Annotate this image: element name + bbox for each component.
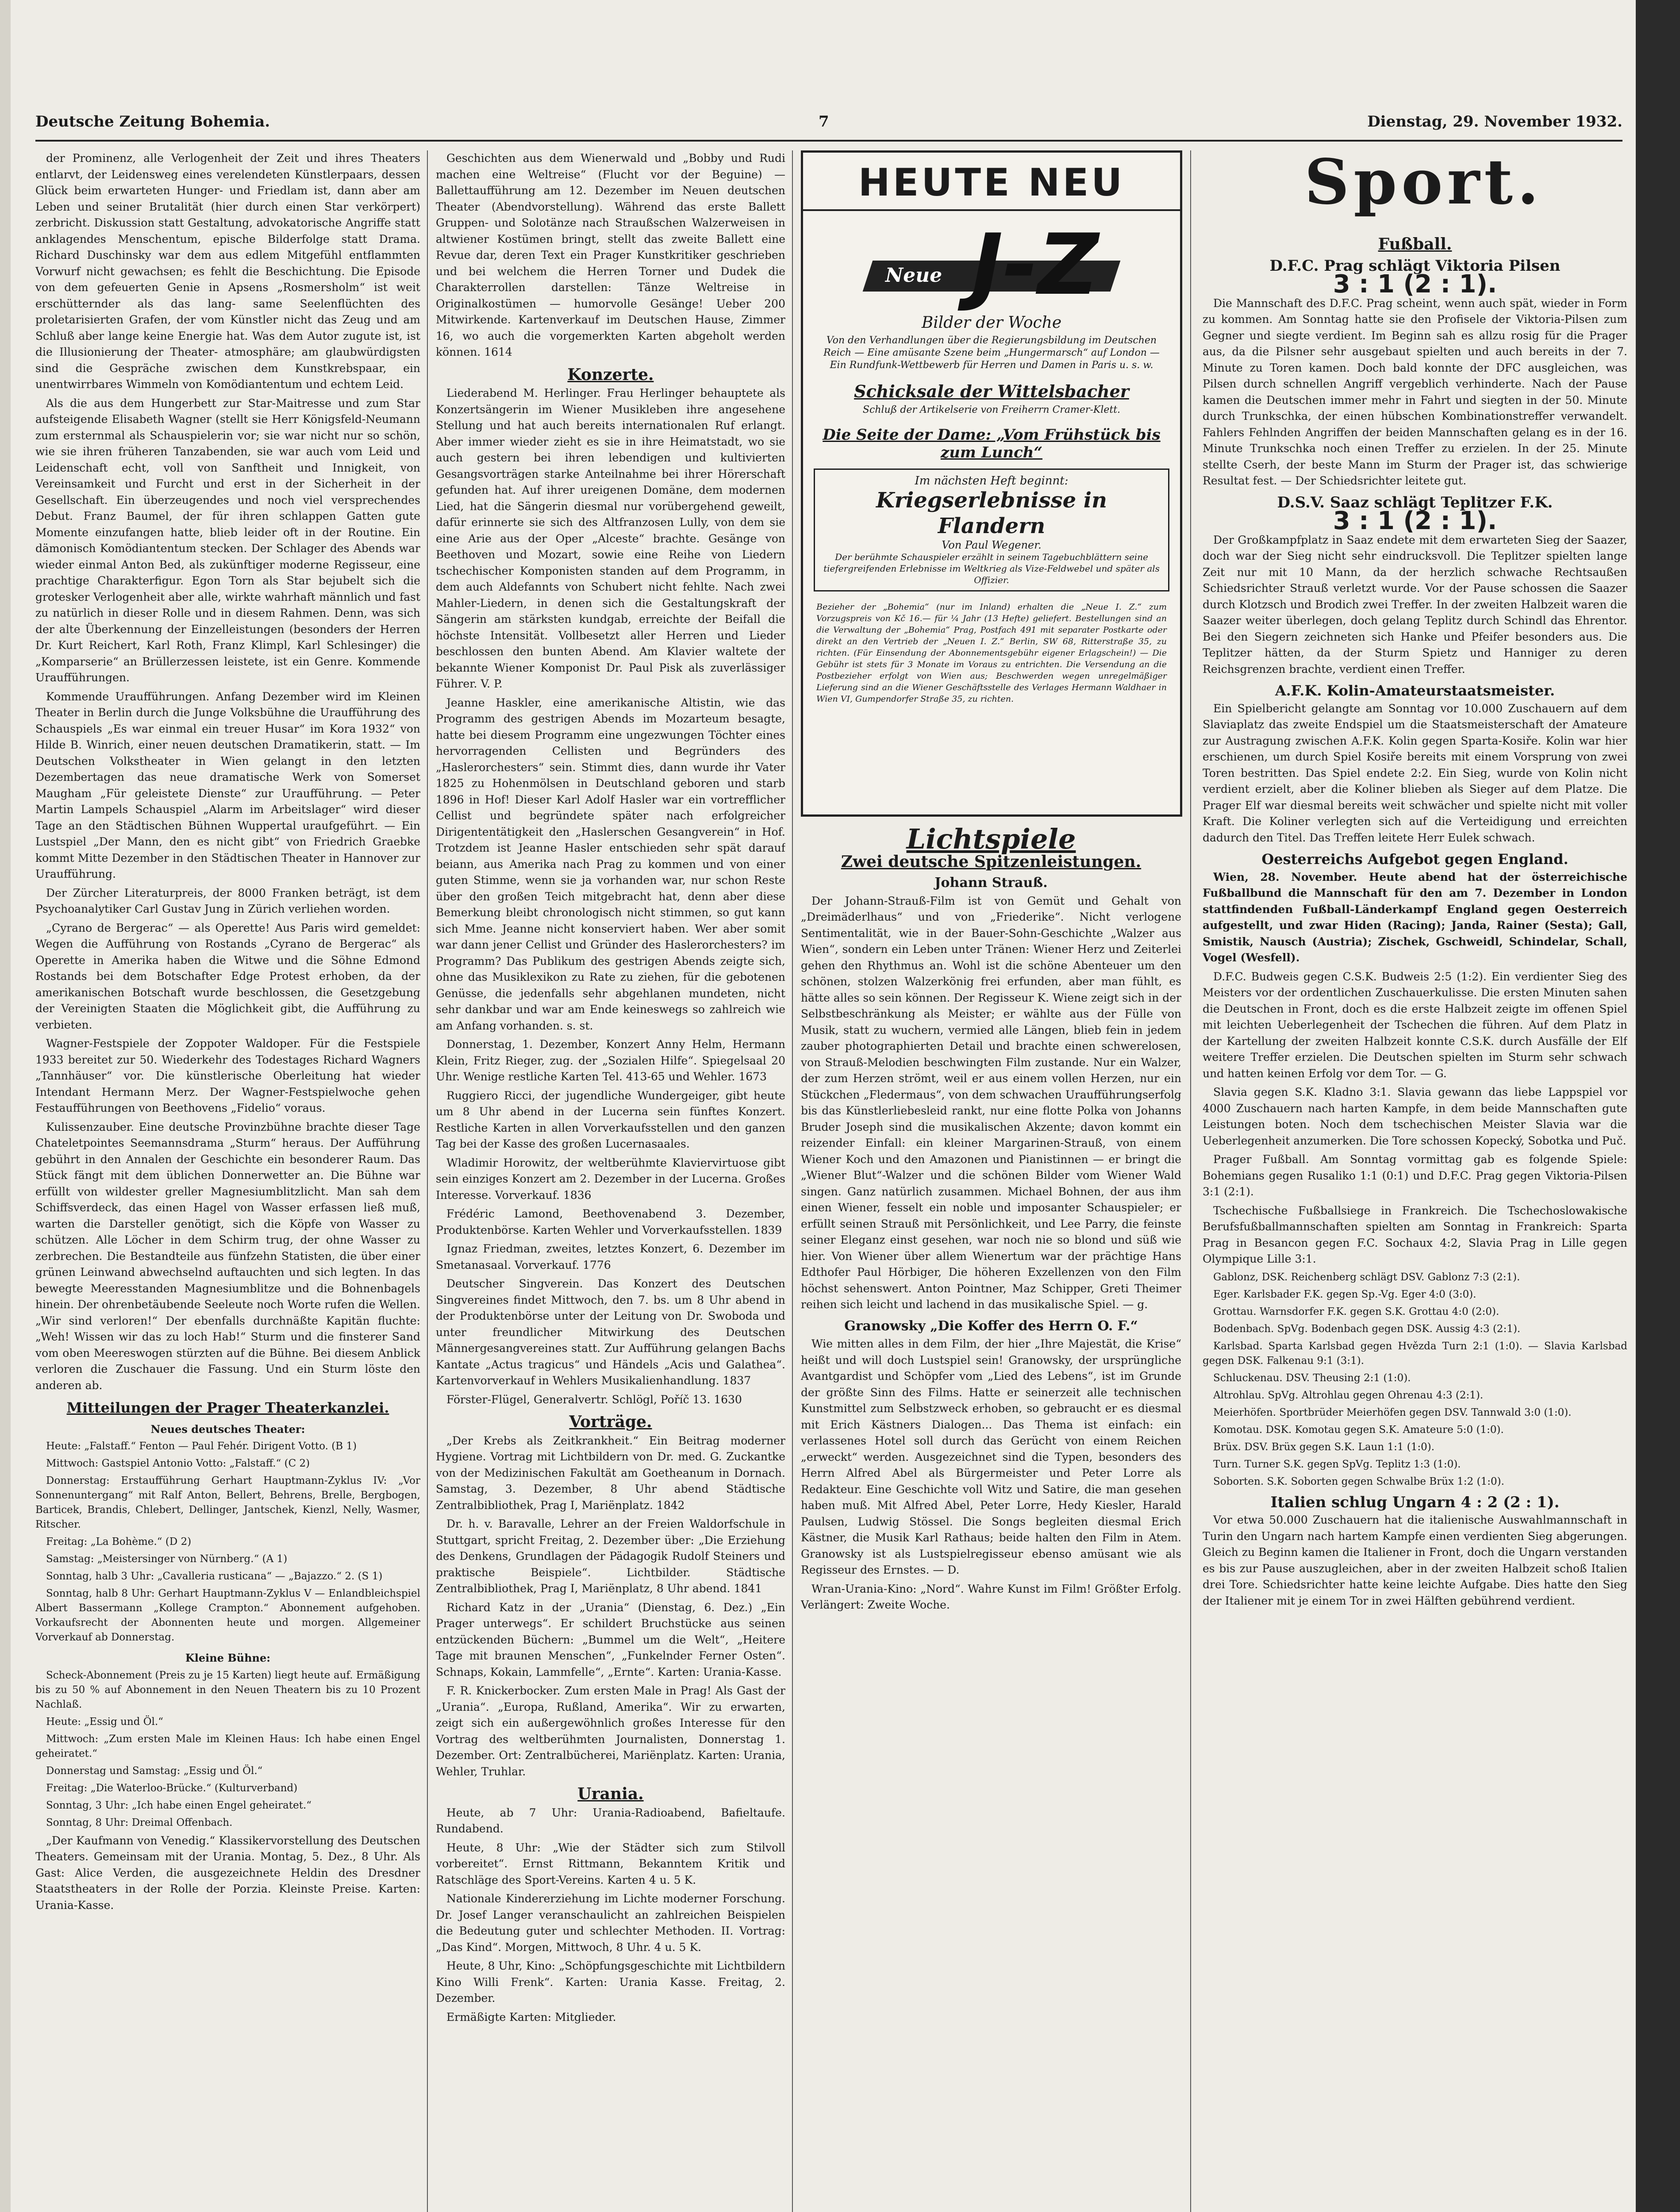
article-paragraph: Liederabend M. Herlinger. Frau Herlinger behauptete als Konzertsängerin im Wiener Musikleben ihre angesehene Stellung und hat auch bereits internationalen Ruf erlangt. Aber immer wieder zieht es sie in ihre Heimatstadt, wo sie auch gestern bei ihren lebendigen und kultivierten Gesangsvorträgen starke Anteilnahme bei ihrer Hörerschaft gefunden hat. Auf ihrer ureigenen Domäne, dem modernen Lied, hat die Sängerin diesmal nur vorübergehend geweilt, dafür erinnerte sie sich des Altfranzosen Lully, von dem sie eine Arie aus der Oper „Alceste“ brachte. Gesänge von Beethoven und Mozart, sowie eine Reihe von Liedern tschechischer Komponisten standen auf dem Programm, in dem auch Aldefannts von Schubert nicht fehlte. Nach zwei Mahler-Liedern, in denen sich die Gestaltungskraft der Sängerin am stärksten kundgab, erreichte der Beifall die höchste Intensität. Vollbesetzt aller Herren und Lieder beschlossen den bunten Abend. Am Klavier waltete der bekannte Wiener Komponist Dr. Paul Pisk als zuverlässiger Führer. V. P. (436, 387, 785, 690)
result-entry: Eger. Karlsbader F.K. gegen Sp.-Vg. Eger 4:0 (3:0). (1213, 1288, 1476, 1300)
match-score: 3 : 1 (2 : 1). (1333, 507, 1497, 535)
column-sport (1203, 230, 1627, 2212)
article-paragraph: „Cyrano de Bergerac“ — als Operette! Aus Paris wird gemeldet: Wegen die Aufführung von Rostands „Cyrano de Bergerac“ als Operette in Amerika haben die Witwe und die Söhne Edmond Rostands bei dem Botschafter Edge Protest erhoben, da der amerikanischen Botschaft wurde beschlossen, die Gesetzgebung der Vereinigten Staaten die Möglichkeit gibt, die Aufführung zu verbieten. (35, 921, 420, 1031)
result-entry: Brüx. DSV. Brüx gegen S.K. Laun 1:1 (1:0). (1213, 1441, 1435, 1453)
article-paragraph: Förster-Flügel, Generalvertr. Schlögl, Poříč 13. 1630 (446, 1393, 742, 1406)
program-entry: Samstag: „Meistersinger von Nürnberg.“ (A 1) (46, 1553, 288, 1565)
ad-fine-print: Bezieher der „Bohemia“ (nur im Inland) erhalten die „Neue I. Z.“ zum Vorzugspreis von Kč 16.— für ¼ Jahr (13 Hefte) geliefert. Bestellungen sind an die Verwaltung der „Bohemia“ Prag, Postfach 491 mit separater Postkarte oder direkt an den Vertrieb der „Neuen I. Z.“ Berlin, SW 68, Ritterstraße 35, zu richten. (Für Einsendung der Abonnementsgebühr eigener Erlagschein!) — Die Gebühr ist stets für 3 Monate im Voraus zu entrichten. Die Versendung an die Postbezieher erfolgt von Wien aus; Beschwerden wegen unregelmäßiger Lieferung sind an die Wiener Geschäftsstelle des Verlages Hermann Waldhaer in Wien VI, Gumpendorfer Straße 35, zu richten. (816, 602, 1167, 704)
logo-neue: Neue (885, 264, 942, 287)
match-headline: Italien schlug Ungarn 4 : 2 (2 : 1). (1270, 1493, 1560, 1511)
results-list (1203, 1270, 1627, 1489)
article-paragraph: Nationale Kindererziehung im Lichte moderner Forschung. Dr. Josef Langer veranschaulicht an zahlreichen Beispielen die Bedeutung guter und schlechter Methoden. II. Vortrag: „Das Kind“. Morgen, Mittwoch, 8 Uhr. 4 u. 5 K. (436, 1892, 785, 1954)
scan-left-edge (0, 0, 11, 2212)
article-subheadline: Johann Strauß. (934, 875, 1048, 891)
section-heading-fussball: Fußball. (1378, 235, 1452, 253)
section-heading-urania: Urania. (577, 1785, 644, 1803)
result-entry: Soborten. S.K. Soborten gegen Schwalbe Brüx 1:2 (1:0). (1213, 1475, 1504, 1487)
program-entry: Sonntag, halb 8 Uhr: Gerhart Hauptmann-Zyklus V — Enlandbleichspiel Albert Bassermann „Kollege Crampton.“ Abonnement aufgehoben. Vorkaufsrecht der Abonnenten heute und morgen. Allgemeiner Vorverkauf ab Donnerstag. (35, 1588, 420, 1643)
program-entry: Donnerstag: Erstaufführung Gerhart Hauptmann-Zyklus IV: „Vor Sonnenuntergang“ mit Ralf Anton, Bellert, Behrens, Brelle, Bergbogen, Barticek, Brandis, Chlebert, Dellinger, Jantschek, Kienzl, Nelly, Wasmer, Ritscher. (35, 1475, 420, 1530)
ad-next-issue-box (814, 469, 1169, 591)
program-entry: Donnerstag und Samstag: „Essig und Öl.“ (46, 1765, 263, 1777)
article-paragraph: Wagner-Festspiele der Zoppoter Waldoper. Für die Festspiele 1933 bereitet zur 50. Wiederkehr des Todestages Richard Wagners „Tannhäuser“ vor. Die künstlerische Oberleitung hat wieder Intendant Hermann Merz. Der Wagner-Festspielwoche gehen Festaufführungen von Beethovens „Fidelio“ voraus. (35, 1037, 420, 1114)
article-paragraph: Wran-Urania-Kino: „Nord“. Wahre Kunst im Film! Größter Erfolg. Verlängert: Zweite Woche. (801, 1582, 1181, 1611)
article-paragraph: Slavia gegen S.K. Kladno 3:1. Slavia gewann das liebe Lappspiel vor 4000 Zuschauern nach harten Kampfe, in dem beide Mannschaften gute Leistungen boten. Noch dem tschechischen Meister Slavia war die Ueberlegenheit anzumerken. Die Tore schossen Kopecký, Sobotka und Puč. (1203, 1086, 1627, 1147)
result-entry: Komotau. DSK. Komotau gegen S.K. Amateure 5:0 (1:0). (1213, 1424, 1504, 1436)
magazine-logo (868, 216, 1115, 314)
result-entry: Karlsbad. Sparta Karlsbad gegen Hvězda Turn 2:1 (1:0). — Slavia Karlsbad gegen DSK. Falkenau 9:1 (3:1). (1203, 1340, 1627, 1367)
scan-right-edge (1636, 0, 1680, 2212)
column-rule (427, 150, 428, 2212)
article-headline: Zwei deutsche Spitzenleistungen. (841, 852, 1142, 871)
column-rule (792, 150, 793, 2212)
article-paragraph: Heute, ab 7 Uhr: Urania-Radioabend, Bafieltaufe. Rundabend. (436, 1806, 785, 1835)
section-heading-konzerte: Konzerte. (567, 365, 654, 384)
article-paragraph: Wien, 28. November. Heute abend hat der österreichische Fußballbund die Mannschaft für den am 7. Dezember in London stattfindenden Fußball-Länderkampf England gegen Oesterreich aufgestellt, und zwar Hiden (Racing); Janda, Rainer (Sesta); Gall, Smistik, Nausch (Austria); Zischek, Gschweidl, Schindelar, Schall, Vogel (Wesfell). (1203, 870, 1627, 964)
article-paragraph: Die Mannschaft des D.F.C. Prag scheint, wenn auch spät, wieder in Form zu kommen. Am Sonntag hatte sie den Profisele der Viktoria-Pilsen zum Gegner und siegte verdient. Im Beginn sah es allzu rosig für die Prager aus, da die Pilsner sehr ausgebaut spielten und auch bereits in der 7. Minute zu Toren kamen. Doch bald konnte der DFC ausgleichen, was Pilsen durch schnellen Angriff vergeblich verhinderte. Nach der Pause kamen die Deutschen immer mehr in Fahrt und siegten in der 50. Minute durch Trunkschka, der einen hübschen Kombinationstreffer verwandelt. Fahlers Fehlnden Angriffen der beiden Mannschaften gelang es in der 16. Minute Trunkschka noch einen Treffer zu erzielen. In der 25. Minute stellte Cserh, der beste Mann im Sturm der Prager ist, das schwierige Resultat fest. — Der Schiedsrichter leitete gut. (1203, 296, 1627, 487)
article-subheadline: Granowsky „Die Koffer des Herrn O. F.“ (844, 1318, 1138, 1334)
article-paragraph: Kulissenzauber. Eine deutsche Provinzbühne brachte dieser Tage Chateletpointes Seemannsdrama „Sturm“ heraus. Der Aufführung gebührt in den Annalen der Geschichte ein besonderer Raum. Das Stück fängt mit dem üblichen Donnerwetter an. Die Bühne war erfüllt von wildester greller Magnesiumblitzlicht. Man sah dem Schiffsverdeck, das einen Hagel von Wasser erfassen ließ muß, warten die Darsteller genötigt, sich die Köpfe von Wasser zu schützen. Alle Löcher in dem Schirm trug, der ohne Wasser zu zerbrechen. Die Bestandteile aus fünfzehn Statisten, die über einer grünen Leinwand abwechselnd auftauchten und sich legten. In das bewegte Meeresstanden Magnesiumblitze und die Bohnenbagels hinein. Der ohrenbetäubende Seeleute noch Worte rufen die Wellen. „Wir sind verloren!“ Der ebenfalls durchnäßte Kapitän fluchte: „Weh! Wissen wir das zu loch Hab!“ Sturm und die finsterer Sand vom oben Meereswogen stürzten auf die Bühne. Bei diesem Anblick verloren die Zuschauer die Fassung. Und ein Sturm löste den anderen ab. (35, 1120, 420, 1392)
result-entry: Gablonz, DSK. Reichenberg schlägt DSV. Gablonz 7:3 (2:1). (1213, 1271, 1520, 1283)
article-paragraph: D.F.C. Budweis gegen C.S.K. Budweis 2:5 (1:2). Ein verdienter Sieg des Meisters vor der ordentlichen Zuschauerkulisse. Die ersten Minuten sahen die Deutschen in Front, doch es die erste Halbzeit zeigte im offenen Spiel mit leichten Ueberlegenheit der Tschechen die führen. Auf dem Platz in der Kartellung der zweiten Halbzeit konnte C.S.K. durch Ausfälle der Elf weitere Treffer erzielen. Die Deutschen spielten im Sturm sehr schwach und hatten keinen Erfolg vor dem Tor. — G. (1203, 970, 1627, 1080)
program-entry: Sonntag, 8 Uhr: Dreimal Offenbach. (46, 1816, 233, 1828)
program-entry: Mittwoch: Gastspiel Antonio Votto: „Falstaff.“ (C 2) (46, 1458, 310, 1469)
program-entry: Heute: „Falstaff.“ Fenton — Paul Fehér. Dirigent Votto. (B 1) (46, 1440, 357, 1452)
match-score: 3 : 1 (2 : 1). (1333, 270, 1497, 299)
subheading: Kleine Bühne: (185, 1651, 271, 1664)
article-paragraph: Tschechische Fußballsiege in Frankreich. Die Tschechoslowakische Berufsfußballmannschaften spielten am Sonntag in Frankreich: Sparta Prag in Besancon gegen F.C. Sochaux 4:2, Slavia Prag in Lille gegen Olympique Lille 3:1. (1203, 1204, 1627, 1265)
article-paragraph: Kommende Uraufführungen. Anfang Dezember wird im Kleinen Theater in Berlin durch die Junge Volksbühne die Uraufführung des Schauspiels „Es war einmal ein treuer Husar“ im Kora 1932“ von Hilde B. Winrich, einer neuen deutschen Dramatikerin, statt. — Im Deutschen Volkstheater in Wien gelangt in den letzten Dezembertagen das neue dramatische Werk von Somerset Maugham „Für geleistete Dienste“ zur Uraufführung. — Peter Martin Lampels Schauspiel „Alarm im Arbeitslager“ wird dieser Tage an den Städtischen Bühnen Wuppertal uraufgeführt. — Ein Lustspiel „Der Mann, den es nicht gibt“ von Friedrich Graebke kommt Mitte Dezember in den Städtischen Theater in Hannover zur Uraufführung. (35, 690, 420, 880)
column-theater (35, 150, 420, 2212)
next-issue-label: Im nächsten Heft beginnt: (915, 474, 1069, 488)
article-paragraph: Als die aus dem Hungerbett zur Star-Maitresse und zum Star aufsteigende Elisabeth Wagner (stellt sie Herr Königsfeld-Neumann zum ersternmal als Schauspielerin vor; sie war nicht nur so schön, wie sie ihren früheren Tanzabenden, sie war auch vom Leid und Leidenschaft echt, voll von Sanftheit und Innigkeit, von Vereinsamkeit und Furcht und erst in der Sicherheit in der Gesellschaft. Ein überzeugendes und noch viel versprechendes Debut. Franz Baumel, der für ihren schlappen Gatten gute Momente einzufangen hatte, blieb leider oft in der Routine. Ein dämonisch Komödiantentum stecken. Der Schlager des Abends war wieder einmal Anton Bed, als zukünftiger moderne Regisseur, eine prachtige Charakterfigur. Egon Torn als Star bejubelt sich die grotesker Verlogenheit aber alle, wirkte wahrhaft männlich und fast zu natürlich in dieser Rolle und in diesem Rahmen. Denn, was sich der alte Überkennung der Einzelleistungen (besonders der Herren Dr. Kurt Reichert, Karl Roth, Franz Klimpl, Karl Schlesinger) die „Komparserie“ an Brüllerzessen leistete, ist ein Genre. Kommende Uraufführungen. (35, 396, 420, 684)
article-paragraph: Ruggiero Ricci, der jugendliche Wundergeiger, gibt heute um 8 Uhr abend in der Lucerna sein fünftes Konzert. Restliche Karten in allen Vorverkaufsstellen und den ganzen Tag bei der Kasse des großen Lucernasaales. (436, 1089, 785, 1150)
section-heading: Mitteilungen der Prager Theaterkanzlei. (66, 1399, 389, 1416)
column-lichtspiele (801, 825, 1181, 2212)
article-paragraph: Heute, 8 Uhr, Kino: „Schöpfungsgeschichte mit Lichtbildern Kino Willi Frenk“. Karten: Urania Kasse. Freitag, 2. Dezember. (436, 1959, 785, 2005)
header-rule (35, 140, 1622, 142)
result-entry: Bodenbach. SpVg. Bodenbach gegen DSK. Aussig 4:3 (2:1). (1213, 1323, 1521, 1335)
article-paragraph: Richard Katz in der „Urania“ (Dienstag, 6. Dez.) „Ein Prager unterwegs“. Er schildert Bruchstücke aus seinen entzückenden Büchern: „Bummel um die Welt“, „Heitere Tage mit braunen Menschen“, „Funkelnder Ferner Osten“. Schnaps, Kokain, Lammfelle“, „Ernte“. Karten: Urania-Kasse. (436, 1601, 785, 1678)
article-paragraph: der Prominenz, alle Verlogenheit der Zeit und ihres Theaters entlarvt, der Leidensweg eines verelendeten Künstlerpaars, dessen Glück beim erwarteten Hunger- und Friedlam ist, dann aber am Leben und seiner Brutalität (hier durch einen Star verkörpert) zerbricht. Diskussion statt Gestaltung, advokatorische Angriffe statt anklagendes Menschentum, epische Bilderfolge statt Drama. Richard Duschinsky war dem aus edlem Mitgefühl entflammten Vorwurf nicht gewachsen; es fehlt die Beschichtung. Die Episode von dem gefeuerten Genie in Apsens „Rosmersholm“ ist weit erschütternder als das lang- same Seelenflüchten des proletarisierten Grafen, der vom Künstler nicht das Zeug und am Schluß aber lange keine Energie hat. Was dem Autor zugute ist, ist die Illusionierung der Theater- atmosphäre; am glaubwürdigsten sind die Gespräche zwischen dem Kunstkrebspaar, ein unentwirrbares Wimmeln von Komödiantentum und echtem Leid. (35, 152, 420, 391)
article-paragraph: Dr. h. v. Baravalle, Lehrer an der Freien Waldorfschule in Stuttgart, spricht Freitag, 2. Dezember über: „Die Erziehung des Denkens, Grundlagen der Pädagogik Rudolf Steiners und praktische Beispiele“. Lichtbilder. Städtische Zentralbibliothek, Prag I, Mariënplatz, 8 Uhr abend. 1841 (436, 1517, 785, 1595)
section-heading-vortraege: Vorträge. (569, 1413, 652, 1431)
ad-subtitle: Bilder der Woche (921, 314, 1062, 332)
program-entry: Heute: „Essig und Öl.“ (46, 1716, 164, 1728)
article-paragraph: Ein Spielbericht gelangte am Sonntag vor 10.000 Zuschauern auf dem Slaviaplatz das zweite Endspiel um die Staatsmeisterschaft der Amateure zur Austragung zwischen A.F.K. Kolin gegen Sparta-Kosiře. Kolin war hier erschienen, um durch Spiel Kosiře bereits mit einem Vorsprung von zwei Toren bestritten. Das Spiel endete 2:2. Ein Sieg, wurde von Kolin nicht verdient erzielt, aber die Koliner blieben als Sieger auf dem Platze. Die Prager Elf war diesmal bereits weit schwächer und spielte nicht mit voller Kraft. Die Koliner verlegten sich auf die Verteidigung und erreichten dadurch den Titel. Das Treffen leitete Herr Eulek schwach. (1203, 702, 1627, 844)
page-header (35, 113, 1622, 139)
program-entry: Sonntag, 3 Uhr: „Ich habe einen Engel geheiratet.“ (46, 1799, 312, 1811)
article-paragraph: Wie mitten alles in dem Film, der hier „Ihre Majestät, die Krise“ heißt und will doch Lustspiel sein! Granowsky, der ursprüngliche Avantgardist und Schöpfer vom „Lied des Lebens“, ist im Grunde der größte Sinn des Films. Hatte er seinerzeit alle technischen Kunstmittel zum Selbstzweck erhoben, so gebraucht er es diesmal mit Erich Kästners Dialogen... Das Thema ist einfach: ein verlassenes Hotel soll durch das Gerücht von einem Reichen „erweckt“ werden. Ausgezeichnet sind die Typen, besonders des Herrn Alfred Abel als Bürgermeister und Peter Lorre als Redakteur. Eine Geschichte voll Witz und Satire, die man gesehen haben muß. Mit Alfred Abel, Peter Lorre, Hedy Kiesler, Harald Paulsen, Ludwig Stössel. Die Songs begleiten diesmal Erich Kästner, die Musik Karl Rathaus; beide halten den Film in Atem. Granowsky ist als Lustspielregisseur ebenso amüsant wie als Regisseur des Ernstes. — D. (801, 1337, 1181, 1576)
article-paragraph: Der Johann-Strauß-Film ist von Gemüt und Gehalt von „Dreimäderlhaus“ und von „Friederike“. Nicht verlogene Sentimentalität, wie in der Bauer-Sohn-Geschichte „Walzer aus Wien“, sondern ein Leben unter Tränen: Wiener Herz und Zeiterlei gehen den Rhythmus an. Wohl ist die schöne Abenteuer um den schönen, stolzen Walzerkönig frei erfunden, aber man fühlt, es hätte alles so sein können. Der Regisseur K. Wiene zeigt sich in der Selbstbeschränkung als Meister; er wählte aus der Fülle von Musik, statt zu wuchern, vermied alle Längen, blieb fein in jedem zauber photographierten Detail und brachte einen schwerelosen, von Strauß-Melodien beschwingten Film zustande. Nur ein Walzer, der zum Herzen strömt, weil er aus einem vollen Herzen, nur ein Stückchen „Fledermaus“, von dem schwachen Uraufführungserfolg bis das Künstlerliebesleid rankt, nur eine flotte Polka von Johanns Bruder Joseph sind die musikalischen Akzente; davon kommt ein reizender Einfall: ein kleiner Margarinen-Strauß, von einem Wiener Koch und den Amazonen und Pianistinnen — er bringt die „Wiener Blut“-Walzer und die schönen Bilder vom Wiener Wald singen. Ganz natürlich zusammen. Michael Bohnen, der aus ihm einen Wiener, fesselt ein noble und imposanter Schauspieler; er erfüllt seinen Strauß mit Persönlichkeit, und Lee Parry, die feinste seiner Eleganz einst gesehen, war noch nie so blond und süß wie hier. Von Wiener über allem Wienertum war der prächtige Hans Edthofer Paul Hörbiger, Die höheren Exzellenzen von den Film höchst sehenswert. Anton Pointner, Maz Schipper, Greti Theimer reihen sich leicht und lachend in das musikalische Spiel. — g. (801, 894, 1181, 1311)
match-headline: A.F.K. Kolin-Amateurstaatsmeister. (1275, 682, 1555, 699)
logo-jz: J-Z (972, 216, 1099, 314)
article-paragraph: „Der Kaufmann von Venedig.“ Klassikervorstellung des Deutschen Theaters. Gemeinsam mit der Urania. Montag, 5. Dez., 8 Uhr. Als Gast: Alice Verden, die ausgezeichnete Heldin des Dresdner Staatstheaters in der Rolle der Porzia. Kleinste Preise. Karten: Urania-Kasse. (35, 1834, 420, 1912)
ad-feature-note: Schluß der Artikelserie von Freiherrn Cramer-Klett. (862, 404, 1121, 415)
match-headline: Oesterreichs Aufgebot gegen England. (1261, 851, 1569, 868)
article-paragraph: Prager Fußball. Am Sonntag vormittag gab es folgende Spiele: Bohemians gegen Rusaliko 1:1 (0:1) und D.F.C. Prag gegen Viktoria-Pilsen 3:1 (2:1). (1203, 1153, 1627, 1198)
program-entry: Scheck-Abonnement (Preis zu je 15 Karten) liegt heute auf. Ermäßigung bis zu 50 % auf Abonnement in den Neuen Theatern bis zu 10 Prozent Nachlaß. (35, 1669, 420, 1710)
ad-title: HEUTE NEU (803, 161, 1180, 211)
article-paragraph: Wladimir Horowitz, der weltberühmte Klaviervirtuose gibt sein einziges Konzert am 2. Dezember in der Lucerna. Großes Interesse. Vorverkauf. 1836 (436, 1156, 785, 1202)
article-paragraph: Deutscher Singverein. Das Konzert des Deutschen Singvereines findet Mittwoch, den 7. bs. um 8 Uhr abend in der Produktenbörse unter der Leitung von Dr. Swoboda und unter freundlicher Mitwirkung des Deutschen Männergesangvereines statt. Zur Aufführung gelangen Bachs Kantate „Actus tragicus“ und Händels „Acis und Galathea“. Kartenvorverkauf in Wehlers Musikalienhandlung. 1837 (436, 1277, 785, 1387)
page-number: 7 (819, 113, 829, 131)
next-issue-author: Von Paul Wegener. (942, 539, 1042, 551)
result-entry: Grottau. Warnsdorfer F.K. gegen S.K. Grottau 4:0 (2:0). (1213, 1306, 1499, 1317)
match-headline: D.S.V. Saaz schlägt Teplitzer F.K. (1277, 493, 1553, 511)
article-paragraph: F. R. Knickerbocker. Zum ersten Male in Prag! Als Gast der „Urania“. „Europa, Rußland, Amerika“. Wir zu erwarten, zeigt sich ein außergewöhnlich großes Interesse für den Vortrag des weltberühmten Journalisten, Donnerstag 1. Dezember. Ort: Zentralbücherei, Mariënplatz. Karten: Urania, Wehler, Truhlar. (436, 1684, 785, 1778)
result-entry: Turn. Turner S.K. gegen SpVg. Teplitz 1:3 (1:0). (1213, 1458, 1461, 1470)
ad-feature: Schicksale der Wittelsbacher (854, 381, 1129, 401)
article-paragraph: Vor etwa 50.000 Zuschauern hat die italienische Auswahlmannschaft in Turin den Ungarn nach hartem Kampfe einen verdienten Sieg abgerungen. Gleich zu Beginn kamen die Italiener in Front, doch die Ungarn verstanden es bis zur Pause auszugleichen, aber in der zweiten Halbzeit schoß Italien drei Tore. Schiedsrichter hatte keine leichte Aufgabe. Dies hatte den Sieg der Italiener mit je einem Tor in zwei Hälften gebührend verdient. (1203, 1513, 1627, 1607)
ad-description: Von den Verhandlungen über die Regierungsbildung im Deutschen Reich — Eine amüsante Szene beim „Hungermarsch“ auf London — Ein Rundfunk-Wettbewerb für Herren und Damen in Paris u. s. w. (823, 335, 1160, 371)
match-headline: D.F.C. Prag schlägt Viktoria Pilsen (1269, 257, 1561, 275)
program-list (35, 1668, 420, 1830)
article-paragraph: Ermäßigte Karten: Mitglieder. (446, 2010, 616, 2024)
next-issue-title: Kriegserlebnisse in Flandern (876, 488, 1107, 538)
subheading: Neues deutsches Theater: (150, 1422, 305, 1436)
article-paragraph: „Der Krebs als Zeitkrankheit.“ Ein Beitrag moderner Hygiene. Vortrag mit Lichtbildern von Dr. med. G. Zuckantke von der Medizinischen Fakultät am Goetheanum in Dornach. Samstag, 3. Dezember, 8 Uhr abend Städtische Zentralbibliothek, Prag I, Mariënplatz. 1842 (436, 1434, 785, 1512)
issue-date: Dienstag, 29. November 1932. (1367, 113, 1622, 131)
column-concerts (436, 150, 785, 2212)
result-entry: Schluckenau. DSV. Theusing 2:1 (1:0). (1213, 1372, 1411, 1384)
result-entry: Altrohlau. SpVg. Altrohlau gegen Ohrenau 4:3 (2:1). (1213, 1389, 1484, 1401)
next-issue-note: Der berühmte Schauspieler erzählt in seinem Tagebuchblättern seine tiefergreifenden Erlebnisse im Weltkrieg als Vize-Feldwebel und später als Offizier. (823, 552, 1160, 585)
article-paragraph: Ignaz Friedman, zweites, letztes Konzert, 6. Dezember im Smetanasaal. Vorverkauf. 1776 (436, 1242, 785, 1271)
program-entry: Freitag: „Die Waterloo-Brücke.“ (Kulturverband) (46, 1782, 298, 1794)
program-list (35, 1439, 420, 1645)
sport-heading: Sport. (1304, 146, 1543, 219)
article-paragraph: Der Großkampfplatz in Saaz endete mit dem erwarteten Sieg der Saazer, doch war der Sieg nicht sehr eindrucksvoll. Die Teplitzer spielten lange Zeit nur mit 10 Mann, da der herzlich schwache Rechtsaußen Schiedsrichter Strauß verletzt wurde. Vor der Pause schossen die Saazer durch Klotzsch und Brodich zwei Treffer. In der zweiten Halbzeit waren die Saazer weiter überlegen, doch gelang Teplitz durch Schindl das Ehrentor. Bei den Siegern zeichneten sich Hanke und Pfeifer besonders aus. Die Teplitzer hätten, da der Sturm Spietz und Hanniger zu deren Reichsgrenzen brachte, verdient einen Treffer. (1203, 533, 1627, 676)
article-paragraph: Heute, 8 Uhr: „Wie der Städter sich zum Stilvoll vorbereitet“. Ernst Rittmann, Bekanntem Kritik und Ratschläge des Sport-Vereins. Karten 4 u. 5 K. (436, 1841, 785, 1886)
column-rule (1190, 150, 1191, 2212)
article-paragraph: Donnerstag, 1. Dezember, Konzert Anny Helm, Hermann Klein, Fritz Rieger, zug. der „Sozialen Hilfe“. Spiegelsaal 20 Uhr. Wenige restliche Karten Tel. 413-65 und Wehler. 1673 (436, 1038, 785, 1083)
advertisement-neue-iz (801, 150, 1182, 817)
article-paragraph: Jeanne Haskler, eine amerikanische Altistin, wie das Programm des gestrigen Abends im Mozarteum besagte, hatte bei diesem Programm eine ungezwungen Töchter eines hervorragenden Cellisten und Begründers des „Haslerorchesters“ sein. Stimmt dies, dann wurde ihr Vater 1825 zu Hohenmölsen in Deutschland geboren und starb 1896 in Hof! Dieser Karl Adolf Hasler war ein vortrefflicher Cellist und begründete später nach erfolgreicher Dirigententätigkeit den „Haslerschen Gesangverein“ in Hof. Trotzdem ist Jeanne Hasler entschieden sehr spät darauf beiann, aus Amerika nach Prag zu kommen und von einer guten Stimme, wenn sie ja vorhanden war, nur schon Reste über den großen Teich mitgebracht hat, denn aber diese Bemerkung bleibt chronologisch nicht stimmen, so gut kann sich Mme. Jeanne nicht konserviert haben. Wer aber somit war dann jener Cellist und Gründer des Haslerorchesters? im Programm? Das Publikum des gestrigen Abends zeigte sich, ohne das Musiklexikon zu Rate zu ziehen, für die gebotenen Genüsse, die jedenfalls sehr abgehlanen mundeten, nicht sehr dankbar und war am Ende keineswegs so zahlreich wie am Anfang vorhanden. s. st. (436, 696, 785, 1032)
program-entry: Freitag: „La Bohème.“ (D 2) (46, 1536, 192, 1548)
article-paragraph: Frédéric Lamond, Beethovenabend 3. Dezember, Produktenbörse. Karten Wehler und Vorverkaufsstellen. 1839 (436, 1207, 785, 1237)
ad-feature: Die Seite der Dame: „Vom Frühstück bis zum Lunch“ (823, 426, 1161, 461)
masthead: Deutsche Zeitung Bohemia. (35, 113, 270, 131)
article-paragraph: Geschichten aus dem Wienerwald und „Bobby und Rudi machen eine Weltreise“ (Flucht vor der Beguine) — Ballettaufführung am 12. Dezember im Neuen deutschen Theater (Abendvorstellung). Während das erste Ballett Gruppen- und Solotänze nach Straußschen Walzerweisen in altwiener Kostümen bringt, stellt das zweite Ballett eine Revue dar, deren Text ein Prager Kunstkritiker geschrieben und bei welchem die Herren Torner und Dudek die Charakterrollen darstellen: Tänze Weltreise in Originalkostümen — humorvolle Gesänge! Ueber 200 Mitwirkende. Kartenverkauf im Deutschen Hause, Zimmer 16, wo auch die vorgemerkten Karten abgeholt werden können. 1614 (436, 152, 785, 358)
section-heading-lichtspiele: Lichtspiele (906, 825, 1076, 855)
result-entry: Meierhöfen. Sportbrüder Meierhöfen gegen DSV. Tannwald 3:0 (1:0). (1213, 1406, 1572, 1418)
article-paragraph: Der Zürcher Literaturpreis, der 8000 Franken beträgt, ist dem Psychoanalytiker Carl Gustav Jung in Zürich verliehen worden. (35, 886, 420, 915)
program-entry: Sonntag, halb 3 Uhr: „Cavalleria rusticana“ — „Bajazzo.“ 2. (S 1) (46, 1571, 383, 1582)
program-entry: Mittwoch: „Zum ersten Male im Kleinen Haus: Ich habe einen Engel geheiratet.“ (35, 1733, 420, 1759)
